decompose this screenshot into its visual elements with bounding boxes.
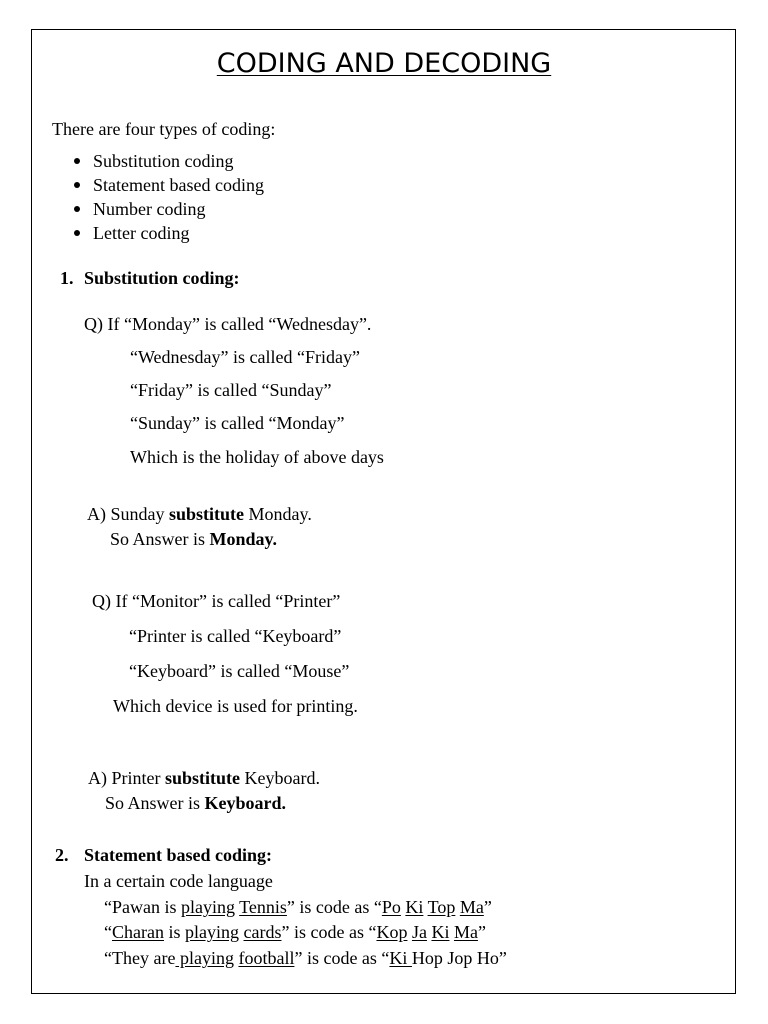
answer-result: So Answer is Monday. [110, 529, 278, 549]
list-item: Substitution coding [93, 151, 234, 171]
answer-line: A) Printer substitute Keyboard. [88, 768, 320, 788]
question-line: “Sunday” is called “Monday” [130, 413, 345, 433]
question-line: Q) If “Monitor” is called “Printer” [92, 591, 341, 611]
section-number: 2. [55, 845, 69, 865]
question-line: Which device is used for printing. [113, 696, 358, 716]
list-item: Number coding [93, 199, 206, 219]
question-line: “Printer is called “Keyboard” [129, 626, 342, 646]
question-line: “Friday” is called “Sunday” [130, 380, 332, 400]
section-heading: Statement based coding: [84, 845, 272, 865]
bullet-icon [74, 206, 80, 212]
page-title: CODING AND DECODING [216, 48, 552, 79]
section-intro: In a certain code language [84, 871, 273, 891]
intro-text: There are four types of coding: [52, 119, 276, 139]
list-item: Letter coding [93, 223, 190, 243]
bullet-icon [74, 158, 80, 164]
section-heading: Substitution coding: [84, 268, 240, 288]
section-number: 1. [60, 268, 74, 288]
question-line: “Keyboard” is called “Mouse” [129, 661, 350, 681]
answer-line: A) Sunday substitute Monday. [87, 504, 312, 524]
code-example: “Pawan is playing Tennis” is code as “Po Ki Top Ma” [104, 897, 492, 917]
code-example: “They are playing football” is code as “Ki Hop Jop Ho” [104, 948, 507, 968]
bullet-icon [74, 182, 80, 188]
code-example: “Charan is playing cards” is code as “Kop Ja Ki Ma” [104, 922, 486, 942]
question-line: “Wednesday” is called “Friday” [130, 347, 360, 367]
question-line: Which is the holiday of above days [130, 447, 384, 467]
list-item: Statement based coding [93, 175, 264, 195]
answer-result: So Answer is Keyboard. [105, 793, 287, 813]
bullet-icon [74, 230, 80, 236]
question-line: Q) If “Monday” is called “Wednesday”. [84, 314, 372, 334]
